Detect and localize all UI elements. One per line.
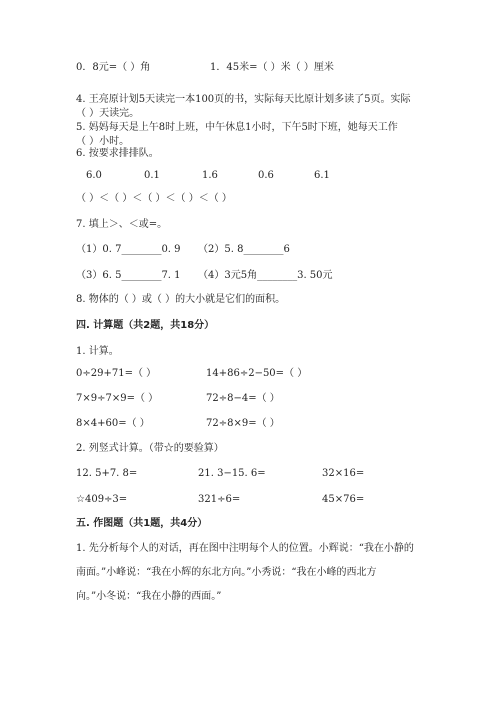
calc-item: 72÷8×9=（ ） (206, 418, 280, 429)
section-5-heading: 五. 作图题（共1题，共4分） (76, 518, 208, 529)
calc-item: 8×4+60=（ ） (76, 418, 150, 429)
question-5-line2: （ ）小时。 (76, 136, 130, 147)
order-number-3: 1.6 (202, 170, 218, 181)
calc-item: 0÷29+71=（ ） (76, 368, 157, 379)
order-number-1: 6.0 (86, 170, 102, 181)
section-5-line1: 1. 先分析每个人的对话，再在图中注明每个人的位置。小辉说：“我在小静的 (76, 543, 414, 554)
section-4-heading: 四. 计算题（共2题，共18分） (76, 320, 215, 331)
vertical-calc-item: 45×76= (322, 494, 365, 505)
vertical-calc-item: 321÷6= (198, 494, 241, 505)
calc-item: 72÷8−4=（ ） (206, 393, 280, 404)
question-7-title: 7. 填上＞、＜或=。 (76, 219, 168, 230)
calc-item: 7×9÷7×9=（ ） (76, 393, 159, 404)
order-number-5: 6.1 (314, 170, 330, 181)
section-4-sub2: 2. 列竖式计算。（带☆的要验算） (76, 443, 224, 454)
order-number-2: 0.1 (144, 170, 160, 181)
compare-item-2: （2）5. 8________6 (198, 244, 290, 255)
section-5-line3: 向。”小冬说：“我在小静的西面。” (76, 591, 222, 602)
section-4-sub1: 1. 计算。 (76, 346, 119, 357)
question-6-title: 6. 按要求排排队。 (76, 148, 159, 159)
compare-item-1: （1）0. 7________0. 9 (76, 244, 181, 255)
question-8: 8. 物体的（ ）或（ ）的大小就是它们的面积。 (76, 294, 286, 305)
section-5-line2: 南面。”小峰说：“我在小辉的东北方向。”小秀说：“我在小峰的西北方 (76, 567, 377, 578)
order-number-4: 0.6 (258, 170, 274, 181)
calc-item: 14+86÷2−50=（ ） (206, 368, 308, 379)
vertical-calc-item: 21. 3−15. 6= (198, 468, 266, 479)
question-yuan-to-jiao: 0．8元=（ ）角 (76, 62, 151, 73)
vertical-calc-item: 12. 5+7. 8= (76, 468, 138, 479)
vertical-calc-item: 32×16= (322, 468, 365, 479)
question-meter-conversion: 1．45米=（ ）米（ ）厘米 (210, 62, 334, 73)
compare-item-3: （3）6. 5________7. 1 (76, 270, 181, 281)
compare-item-4: （4）3元5角________3. 50元 (198, 270, 333, 281)
order-blanks: （ ）＜（ ）＜（ ）＜（ ）＜（ ） (76, 193, 232, 204)
question-4-line2: （ ）天读完。 (76, 108, 140, 119)
question-4-line1: 4. 王亮原计划5天读完一本100页的书，实际每天比原计划多读了5页。实际 (76, 94, 411, 105)
vertical-calc-item: ☆409÷3= (76, 494, 128, 505)
question-5-line1: 5. 妈妈每天是上午8时上班，中午休息1小时，下午5时下班，她每天工作 (76, 122, 398, 133)
